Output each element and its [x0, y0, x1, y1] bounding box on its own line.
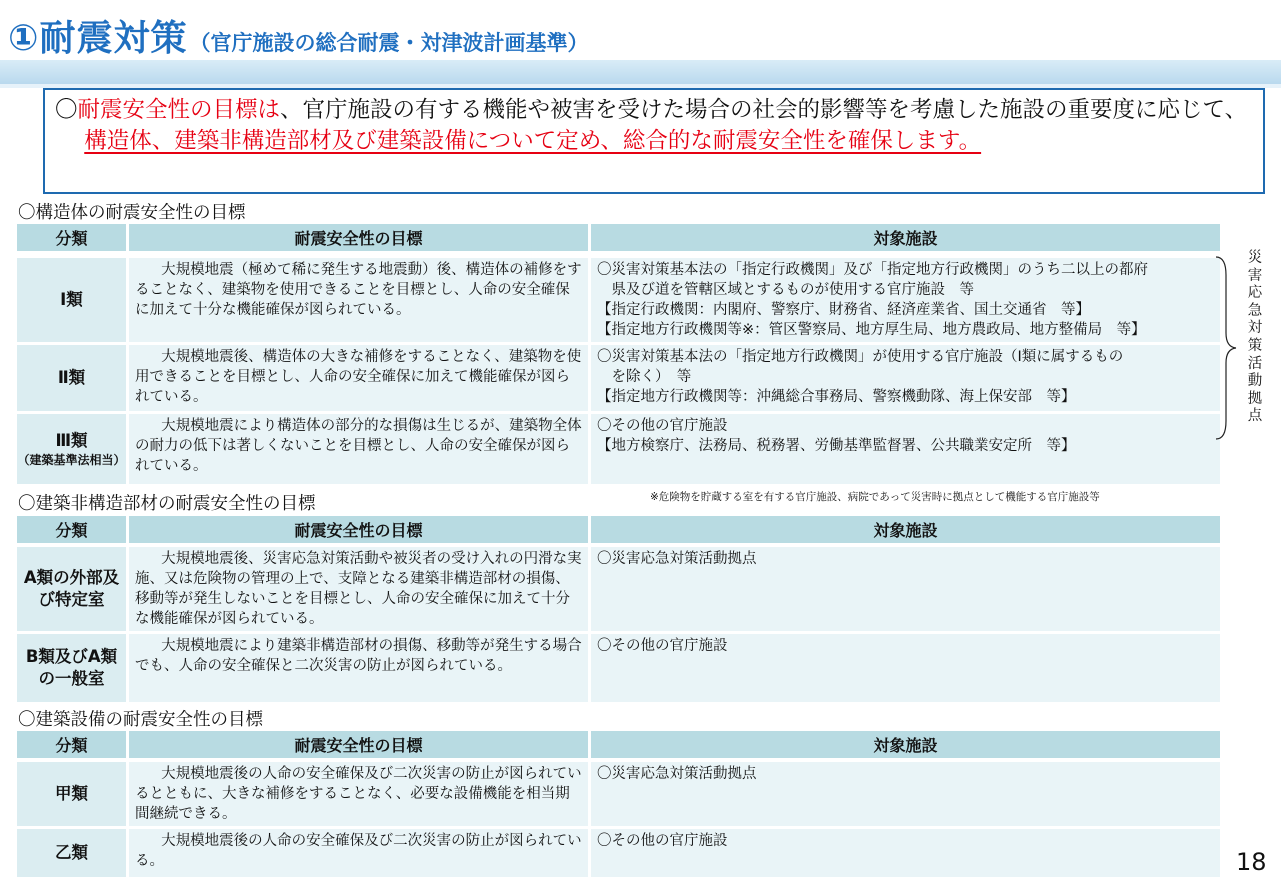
row-class [17, 547, 126, 631]
facility-line: 【指定地方行政機関等：沖縄総合事務局、警察機動隊、海上保安部 等】 [597, 389, 1076, 405]
title-main: ①耐震対策 [8, 18, 188, 59]
intro-bullet: 〇 [55, 97, 78, 123]
row-goal: 大規模地震により建築非構造部材の損傷、移動等が発生する場合でも、人命の安全確保と二次災害の防止が図られている。 [129, 634, 588, 702]
row-facility [591, 762, 1220, 826]
row-class [17, 258, 126, 342]
table-row [17, 634, 1220, 702]
facility-line: 【地方検察庁、法務局、税務署、労働基準監督署、公共職業安定所 等】 [597, 438, 1076, 454]
table-row [17, 414, 1220, 484]
header-class: 分類 [17, 731, 126, 758]
title-band [0, 60, 1281, 84]
row-facility [591, 634, 1220, 702]
row-facility [591, 414, 1220, 484]
row-class [17, 762, 126, 826]
row-facility [591, 258, 1220, 342]
table-header-structure [17, 224, 1223, 251]
page-number: 18 [1236, 848, 1267, 876]
row-facility [591, 829, 1220, 877]
section-title-structure: 〇構造体の耐震安全性の目標 [18, 203, 246, 223]
table-row [17, 345, 1220, 411]
intro-text [55, 95, 1253, 157]
class-label: Ⅱ類 [57, 368, 86, 387]
facility-line: 〇その他の官庁施設 [597, 418, 728, 434]
facility-line: 〇その他の官庁施設 [597, 833, 728, 849]
table-header-nonstructural [17, 516, 1223, 543]
facility-line: 【指定地方行政機関等※：管区警察局、地方厚生局、地方農政局、地方整備局 等】 [597, 322, 1146, 338]
header-goal: 耐震安全性の目標 [129, 516, 588, 543]
table-row [17, 762, 1220, 826]
facility-line: 県及び道を管轄区域とするものが使用する官庁施設 等 [597, 282, 974, 298]
title-subtitle: （官庁施設の総合耐震・対津波計画基準） [189, 31, 589, 55]
row-class [17, 829, 126, 877]
page-title [8, 10, 589, 59]
facility-line: 【指定行政機関：内閣府、警察庁、財務省、経済産業省、国土交通省 等】 [597, 302, 1090, 318]
class-label: 乙類 [55, 843, 88, 862]
class-note: （建築基準法相当） [17, 452, 126, 467]
table-header-equipment [17, 731, 1223, 758]
class-label: Ⅰ類 [60, 290, 83, 309]
row-class [17, 414, 126, 484]
table-row [17, 258, 1220, 342]
facility-line: 〇災害対策基本法の「指定地方行政機関」が使用する官庁施設（Ⅰ類に属するもの [597, 349, 1124, 365]
intro-box [43, 88, 1265, 194]
class-label: A類の外部及び特定室 [23, 568, 120, 609]
row-goal: 大規模地震後の人命の安全確保及び二次災害の防止が図られている。 [129, 829, 588, 877]
table-row [17, 829, 1220, 877]
brace-icon [1214, 255, 1240, 441]
side-label: 災害応急対策活動拠点 [1247, 250, 1263, 425]
header-facility: 対象施設 [591, 516, 1220, 543]
facility-line: 〇その他の官庁施設 [597, 638, 728, 654]
row-class [17, 345, 126, 411]
facility-line: 〇災害対策基本法の「指定行政機関」及び「指定地方行政機関」のうち二以上の都府 [597, 262, 1148, 278]
header-goal: 耐震安全性の目標 [129, 224, 588, 251]
header-facility: 対象施設 [591, 224, 1220, 251]
header-class: 分類 [17, 224, 126, 251]
intro-emphasis: 構造体、建築非構造部材及び建築設備について定め、総合的な耐震安全性を確保します。 [84, 128, 982, 154]
intro-highlight: 耐震安全性の目標は [77, 97, 281, 123]
class-label: B類及びA類の一般室 [25, 647, 118, 688]
class-label: 甲類 [55, 784, 88, 803]
row-goal: 大規模地震後の人命の安全確保及び二次災害の防止が図られているとともに、大きな補修をすることなく、必要な設備機能を相当期間継続できる。 [129, 762, 588, 826]
header-class: 分類 [17, 516, 126, 543]
row-goal: 大規模地震後、構造体の大きな補修をすることなく、建築物を使用できることを目標とし、人命の安全確保に加えて機能確保が図られている。 [129, 345, 588, 411]
row-goal: 大規模地震により構造体の部分的な損傷は生じるが、建築物全体の耐力の低下は著しくないことを目標とし、人命の安全確保が図られている。 [129, 414, 588, 484]
facility-line: を除く） 等 [597, 369, 692, 385]
row-facility [591, 345, 1220, 411]
header-facility: 対象施設 [591, 731, 1220, 758]
section-title-nonstructural: 〇建築非構造部材の耐震安全性の目標 [18, 494, 316, 514]
row-facility [591, 547, 1220, 631]
header-goal: 耐震安全性の目標 [129, 731, 588, 758]
intro-body: 、官庁施設の有する機能や被害を受けた場合の社会的影響等を考慮した施設の重要度に応じて、 [280, 97, 1248, 123]
row-class [17, 634, 126, 702]
footnote: ※危険物を貯蔵する室を有する官庁施設、病院であって災害時に拠点として機能する官庁施設等 [650, 491, 1100, 503]
facility-line: 〇災害応急対策活動拠点 [597, 551, 757, 567]
class-label: Ⅲ類 [55, 430, 88, 450]
section-title-equipment: 〇建築設備の耐震安全性の目標 [18, 710, 263, 730]
table-row [17, 547, 1220, 631]
row-goal: 大規模地震後、災害応急対策活動や被災者の受け入れの円滑な実施、又は危険物の管理の上で、支障となる建築非構造部材の損傷、移動等が発生しないことを目標とし、人命の安全確保に加えて十分な機能確保が図られている。 [129, 547, 588, 631]
facility-line: 〇災害応急対策活動拠点 [597, 766, 757, 782]
row-goal: 大規模地震（極めて稀に発生する地震動）後、構造体の補修をすることなく、建築物を使用できることを目標とし、人命の安全確保に加えて十分な機能確保が図られている。 [129, 258, 588, 342]
